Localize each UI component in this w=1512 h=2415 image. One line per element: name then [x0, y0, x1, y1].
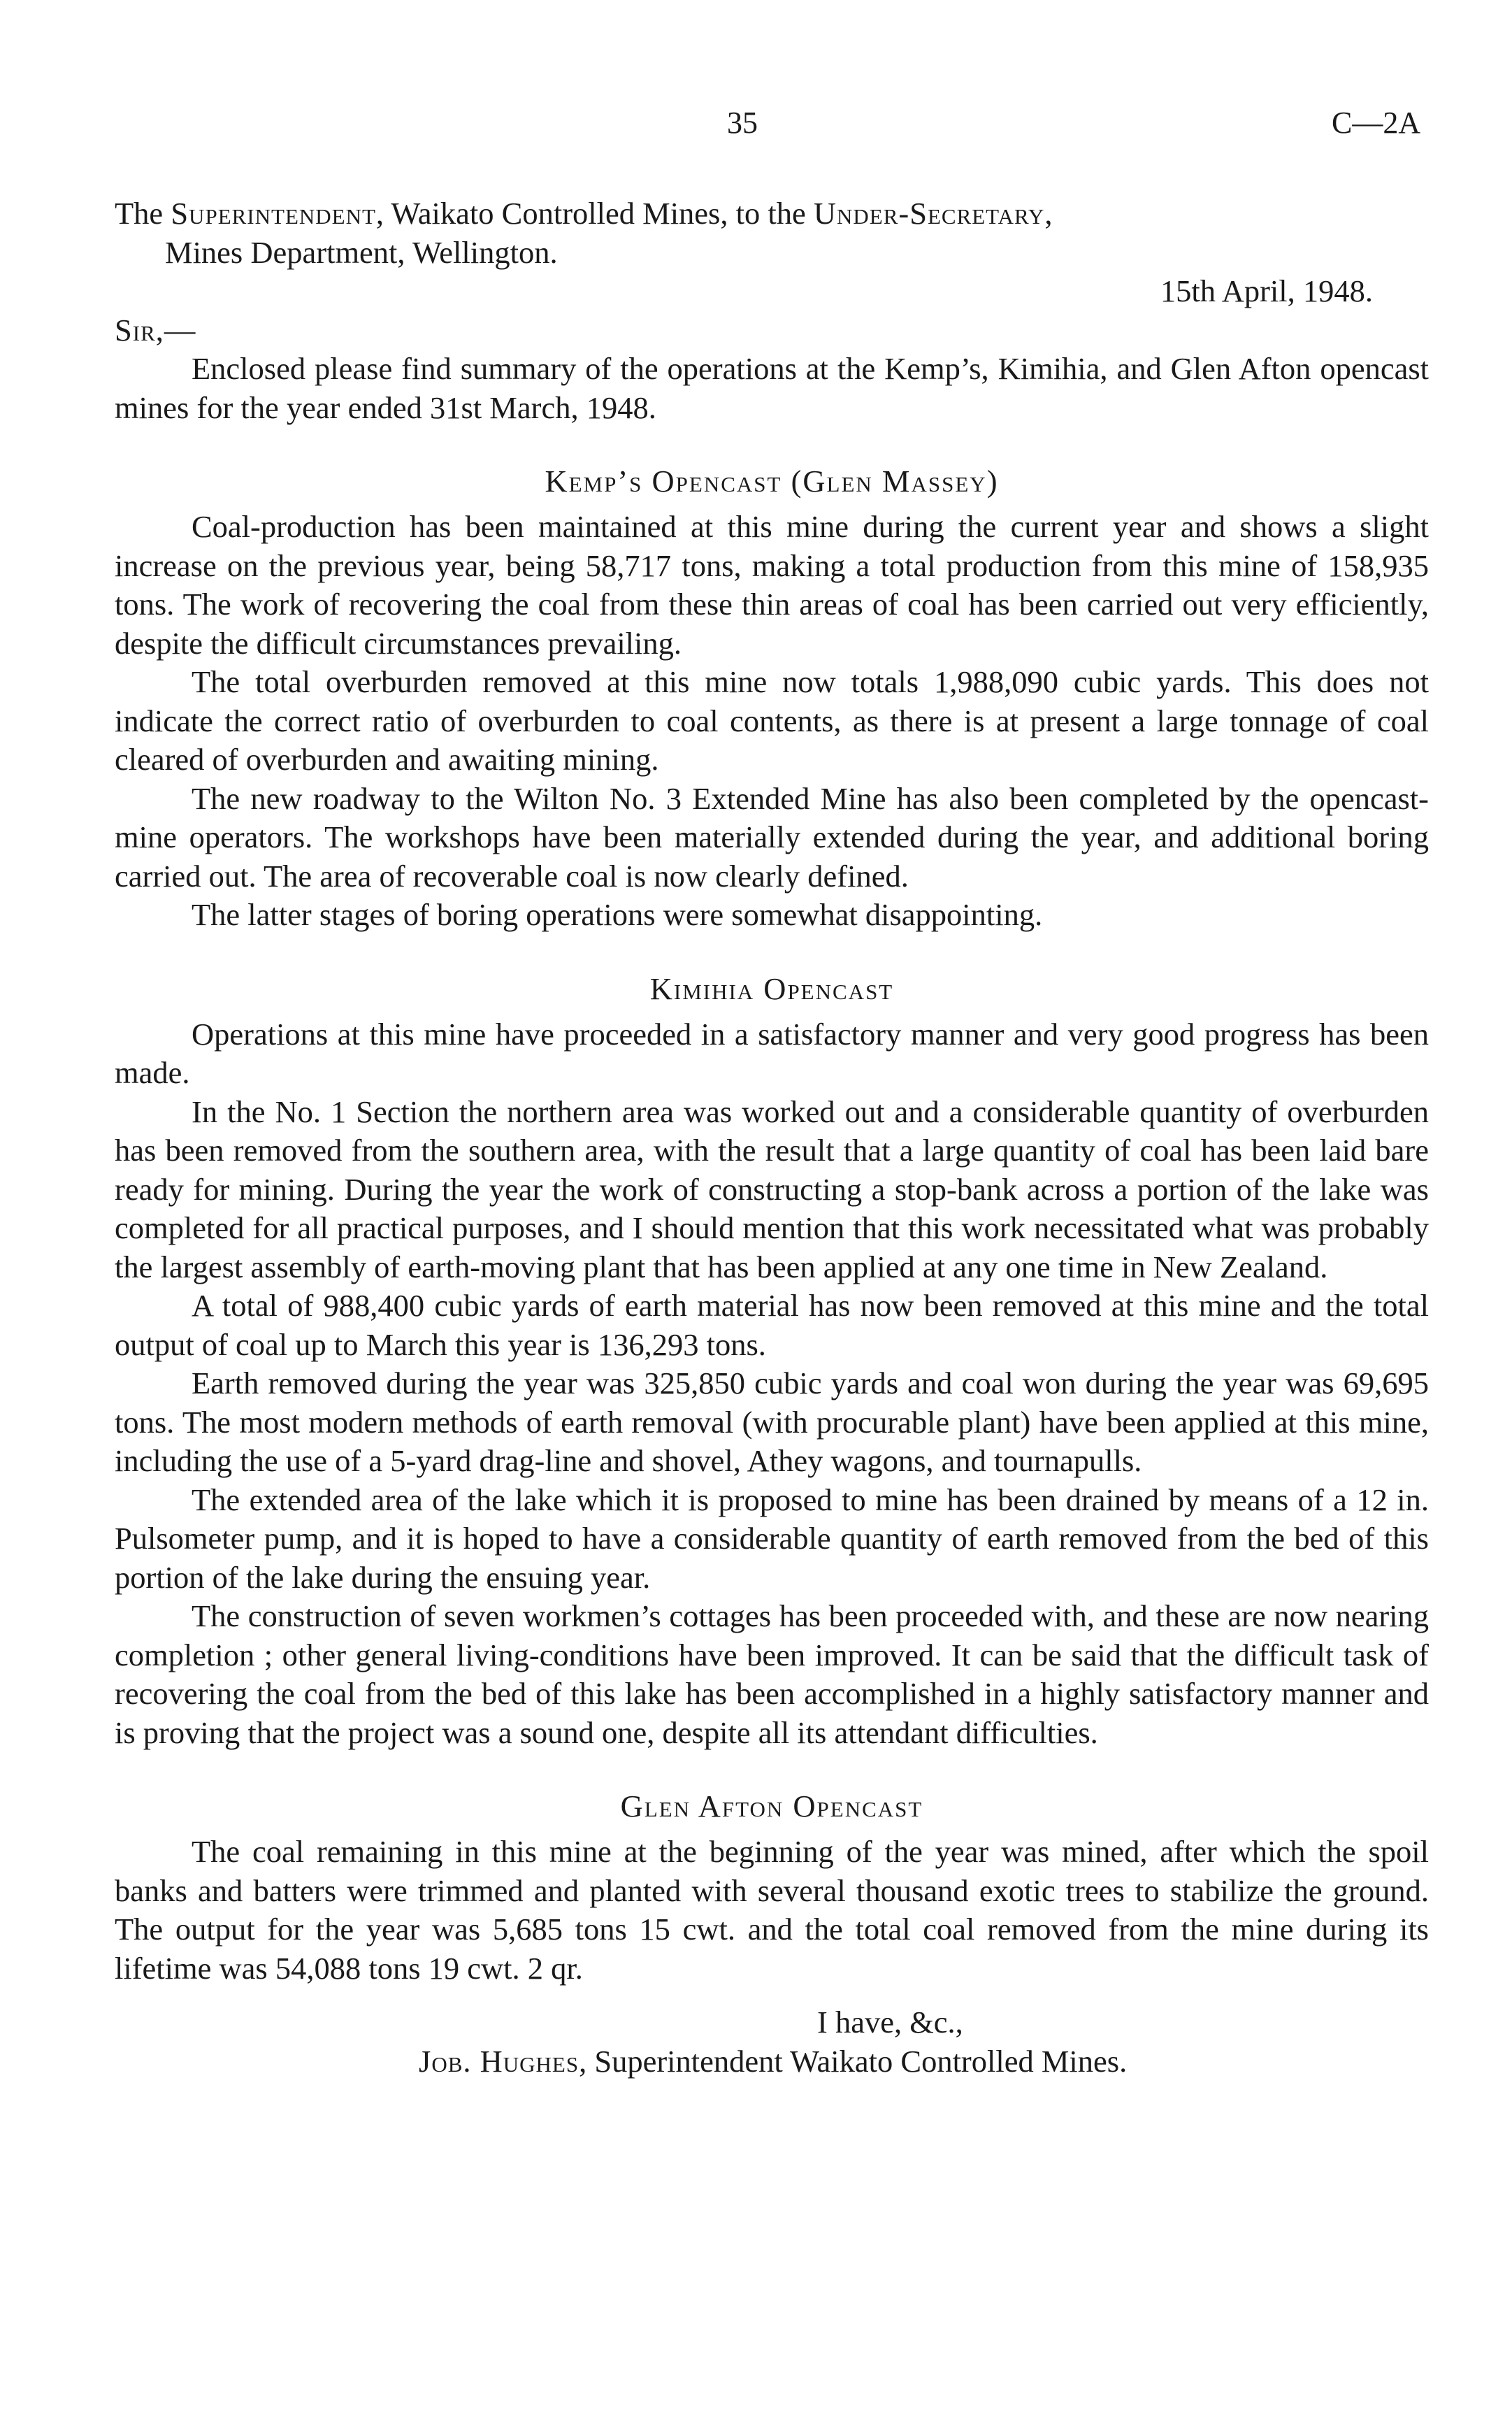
section-glen-afton-opencast [115, 1787, 1429, 1988]
page-header [0, 105, 1512, 154]
address-to-end: , [1044, 196, 1053, 231]
paragraph: Earth removed during the year was 325,850 cubic yards and coal won during the year was 69,695 tons. The most modern methods of earth removal (with procurable plant) have been applied at this mine, including the use of a 5-yard drag-line and shovel, Athey wagons, and tournapulls. [115, 1366, 1429, 1478]
paragraph: The construction of seven workmen’s cottages has been proceeded with, and these are now nearing completion ; other general living-conditions have been improved. It can be said that the difficult task of recovering the coal from the bed of this lake has been accomplished in a highly satisfactory manner and is proving that the project was a sound one, despite all its attendant difficulties. [115, 1598, 1429, 1750]
paragraph: The latter stages of boring operations were somewhat disappointing. [192, 897, 1043, 932]
document-body [115, 194, 1429, 2081]
page-number: 35 [727, 106, 758, 140]
address-mid: , Waikato Controlled Mines, to the [375, 196, 806, 231]
paragraph: Coal-production has been maintained at this mine during the current year and shows a slight increase on the previous year, being 58,717 tons, making a total production from this mine of 158,935 tons. The work of recovering the coal from these thin areas of coal has been carried out very efficiently, despite the difficult circumstances prevailing. [115, 509, 1429, 661]
paragraph: The coal remaining in this mine at the beginning of the year was mined, after which the spoil banks and batters were trimmed and planted with several thousand exotic trees to stabilize the ground. The output for the year was 5,685 tons 15 cwt. and the total coal removed from the mine during its lifetime was 54,088 tons 19 cwt. 2 qr. [115, 1834, 1429, 1986]
paragraph: The total overburden removed at this mine now totals 1,988,090 cubic yards. This does not indicate the correct ratio of overburden to coal contents, as there is at present a large tonnage of coal cleared of overburden and awaiting mining. [115, 664, 1429, 777]
address-from-title: Superintendent [171, 196, 376, 231]
section-kemps-opencast [115, 462, 1429, 935]
address-line-2: Mines Department, Wellington. [165, 234, 558, 270]
address-to-title: Under-Secretary [813, 196, 1045, 231]
paragraph: In the No. 1 Section the northern area was worked out and a considerable quantity of overburden has been removed from the southern area, with the result that a large quantity of coal has been laid bare ready for mining. During the year the work of constructing a stop-bank across a portion of the lake was completed for all practical purposes, and I should mention that this work necessitated what was probably the largest assembly of earth-moving plant that has been applied at any one time in New Zealand. [115, 1094, 1429, 1284]
paragraph: A total of 988,400 cubic yards of earth material has now been removed at this mine and the total output of coal up to March this year is 136,293 tons. [115, 1288, 1429, 1362]
section-heading: Kemp’s Opencast (Glen Massey) [545, 464, 999, 499]
intro-paragraph: Enclosed please find summary of the operations at the Kemp’s, Kimihia, and Glen Afton opencast mines for the year ended 31st March, 1948. [115, 351, 1429, 425]
paragraph: The extended area of the lake which it is proposed to mine has been drained by means of a 12 in. Pulsometer pump, and it is hoped to have a considerable quantity of earth removed from the bed of this portion of the lake during the ensuing year. [115, 1482, 1429, 1595]
section-heading: Glen Afton Opencast [620, 1789, 923, 1823]
closing-text: I have, &c., [817, 2005, 963, 2040]
paragraph: Operations at this mine have proceeded in a satisfactory manner and very good progress has been made. [115, 1016, 1429, 1090]
signature-line [115, 2042, 1429, 2081]
section-kimihia-opencast [115, 970, 1429, 1753]
letter-date: 15th April, 1948. [1160, 273, 1373, 308]
signatory-name: Job. Hughes [419, 2043, 579, 2079]
section-heading: Kimihia Opencast [649, 970, 894, 1006]
paragraph: The new roadway to the Wilton No. 3 Extended Mine has also been completed by the opencast-mine operators. The workshops have been materially extended during the year, and additional boring carried out. The area of recoverable coal is now clearly defined. [115, 780, 1429, 894]
salutation: Sir,— [115, 312, 196, 347]
letter-address [115, 194, 1429, 234]
document-reference: C—2A [1332, 106, 1421, 140]
address-from: The [115, 196, 164, 231]
signatory-title: , Superintendent Waikato Controlled Mines. [579, 2043, 1128, 2079]
